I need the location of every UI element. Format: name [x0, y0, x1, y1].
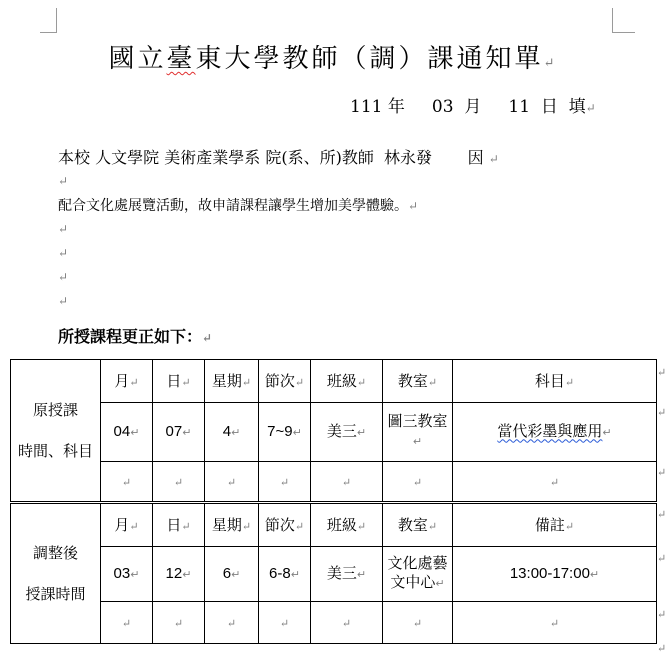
- row-end-mark-icon: ↵: [657, 642, 666, 655]
- adjusted-empty-row: [11, 602, 657, 644]
- adjusted-row-label: [11, 503, 101, 644]
- empty-cell: ↵: [259, 602, 311, 644]
- adjusted-period: 6-8↵: [259, 547, 311, 602]
- header-day: 日↵: [153, 360, 205, 403]
- row-end-mark-icon: ↵: [657, 608, 666, 621]
- original-empty-row: [11, 462, 657, 503]
- header-class: 班級↵: [311, 360, 383, 403]
- original-row-label: [11, 360, 101, 503]
- paragraph-mark-icon: ↵: [543, 56, 558, 71]
- original-weekday: 4↵: [205, 403, 259, 462]
- adjusted-day: 12↵: [153, 547, 205, 602]
- header-weekday: 星期↵: [205, 360, 259, 403]
- section-subheading: [58, 324, 212, 347]
- year-unit: 年: [387, 97, 405, 117]
- empty-cell: ↵: [153, 602, 205, 644]
- original-period: 7~9↵: [259, 403, 311, 462]
- empty-cell: ↵: [453, 462, 657, 503]
- adjusted-label-line2: 授課時間: [25, 584, 86, 603]
- header-class: 班級↵: [311, 503, 383, 547]
- empty-cell: ↵: [311, 602, 383, 644]
- reason-text: 配合文化處展覽活動，故申請課程讓學生增加美學體驗。: [58, 197, 408, 213]
- empty-cell: ↵: [153, 462, 205, 503]
- title-suffix: 東大學教師（調）課通知單: [195, 44, 544, 74]
- adjusted-values-row: [11, 547, 657, 602]
- school-label: 本校: [58, 148, 91, 167]
- teacher-name: 林永發: [384, 148, 433, 167]
- paragraph-mark-icon: ↵: [58, 246, 69, 260]
- teacher-line: [58, 145, 499, 168]
- department-suffix: 院(系、所)教師: [265, 148, 374, 167]
- row-end-mark-icon: ↵: [657, 508, 666, 521]
- document-title: [0, 38, 666, 75]
- header-weekday: 星期↵: [205, 503, 259, 547]
- header-subject: 科目↵: [453, 360, 657, 403]
- empty-cell: ↵: [101, 602, 153, 644]
- original-classroom: 圖三教室↵: [383, 403, 453, 462]
- adjusted-label-line1: 調整後: [32, 543, 78, 562]
- header-period: 節次↵: [259, 503, 311, 547]
- department-name: 美術產業學系: [164, 148, 261, 167]
- original-subject: 當代彩墨與應用↵: [453, 403, 657, 462]
- empty-cell: ↵: [101, 462, 153, 503]
- paragraph-mark-icon: ↵: [202, 331, 213, 345]
- original-month: 04↵: [101, 403, 153, 462]
- day-unit: 日: [540, 97, 558, 117]
- header-day: 日↵: [153, 503, 205, 547]
- because-label: 因: [467, 148, 484, 167]
- paragraph-mark-icon: ↵: [488, 152, 499, 166]
- adjusted-month: 03↵: [101, 547, 153, 602]
- adjusted-header-row: [11, 503, 657, 547]
- header-classroom: 教室↵: [383, 360, 453, 403]
- college-name: 人文學院: [95, 148, 160, 167]
- empty-cell: ↵: [205, 602, 259, 644]
- original-label-line1: 原授課: [32, 400, 78, 419]
- paragraph-mark-icon: ↵: [58, 270, 69, 284]
- adjusted-weekday: 6↵: [205, 547, 259, 602]
- empty-cell: ↵: [383, 602, 453, 644]
- header-remarks: 備註↵: [453, 503, 657, 547]
- row-end-mark-icon: ↵: [657, 406, 666, 419]
- header-classroom: 教室↵: [383, 503, 453, 547]
- empty-cell: ↵: [453, 602, 657, 644]
- title-prefix: 國立: [108, 44, 167, 74]
- header-month: 月↵: [101, 503, 153, 547]
- adjusted-remarks: 13:00-17:00↵: [453, 547, 657, 602]
- adjusted-classroom: 文化處藝文中心↵: [383, 547, 453, 602]
- reason-line: [58, 195, 418, 215]
- row-end-mark-icon: ↵: [657, 466, 666, 479]
- fill-label: 填: [568, 97, 586, 117]
- course-change-table: [10, 359, 657, 644]
- paragraph-mark-icon: ↵: [58, 294, 69, 308]
- month-unit: 月: [464, 97, 482, 117]
- date-line: [350, 92, 596, 117]
- year-value: 111: [350, 97, 383, 117]
- original-class: 美三↵: [311, 403, 383, 462]
- month-value: 03: [431, 97, 454, 117]
- day-value: 11: [508, 97, 531, 117]
- original-label-line2: 時間、科目: [17, 441, 93, 460]
- row-end-mark-icon: ↵: [657, 366, 666, 379]
- empty-cell: ↵: [259, 462, 311, 503]
- header-period: 節次↵: [259, 360, 311, 403]
- original-day: 07↵: [153, 403, 205, 462]
- empty-cell: ↵: [311, 462, 383, 503]
- row-end-mark-icon: ↵: [657, 552, 666, 565]
- paragraph-mark-icon: ↵: [58, 222, 69, 236]
- adjusted-class: 美三↵: [311, 547, 383, 602]
- header-month: 月↵: [101, 360, 153, 403]
- paragraph-mark-icon: ↵: [585, 101, 596, 115]
- original-header-row: [11, 360, 657, 403]
- paragraph-mark-icon: ↵: [408, 199, 419, 213]
- margin-corner-top-left: [40, 8, 57, 33]
- spellcheck-flagged-char: 臺: [166, 44, 196, 74]
- margin-corner-top-right: [612, 8, 635, 33]
- paragraph-mark-icon: ↵: [58, 174, 69, 188]
- original-values-row: [11, 403, 657, 462]
- empty-cell: ↵: [383, 462, 453, 503]
- subheading-text: 所授課程更正如下：: [58, 327, 203, 346]
- empty-cell: ↵: [205, 462, 259, 503]
